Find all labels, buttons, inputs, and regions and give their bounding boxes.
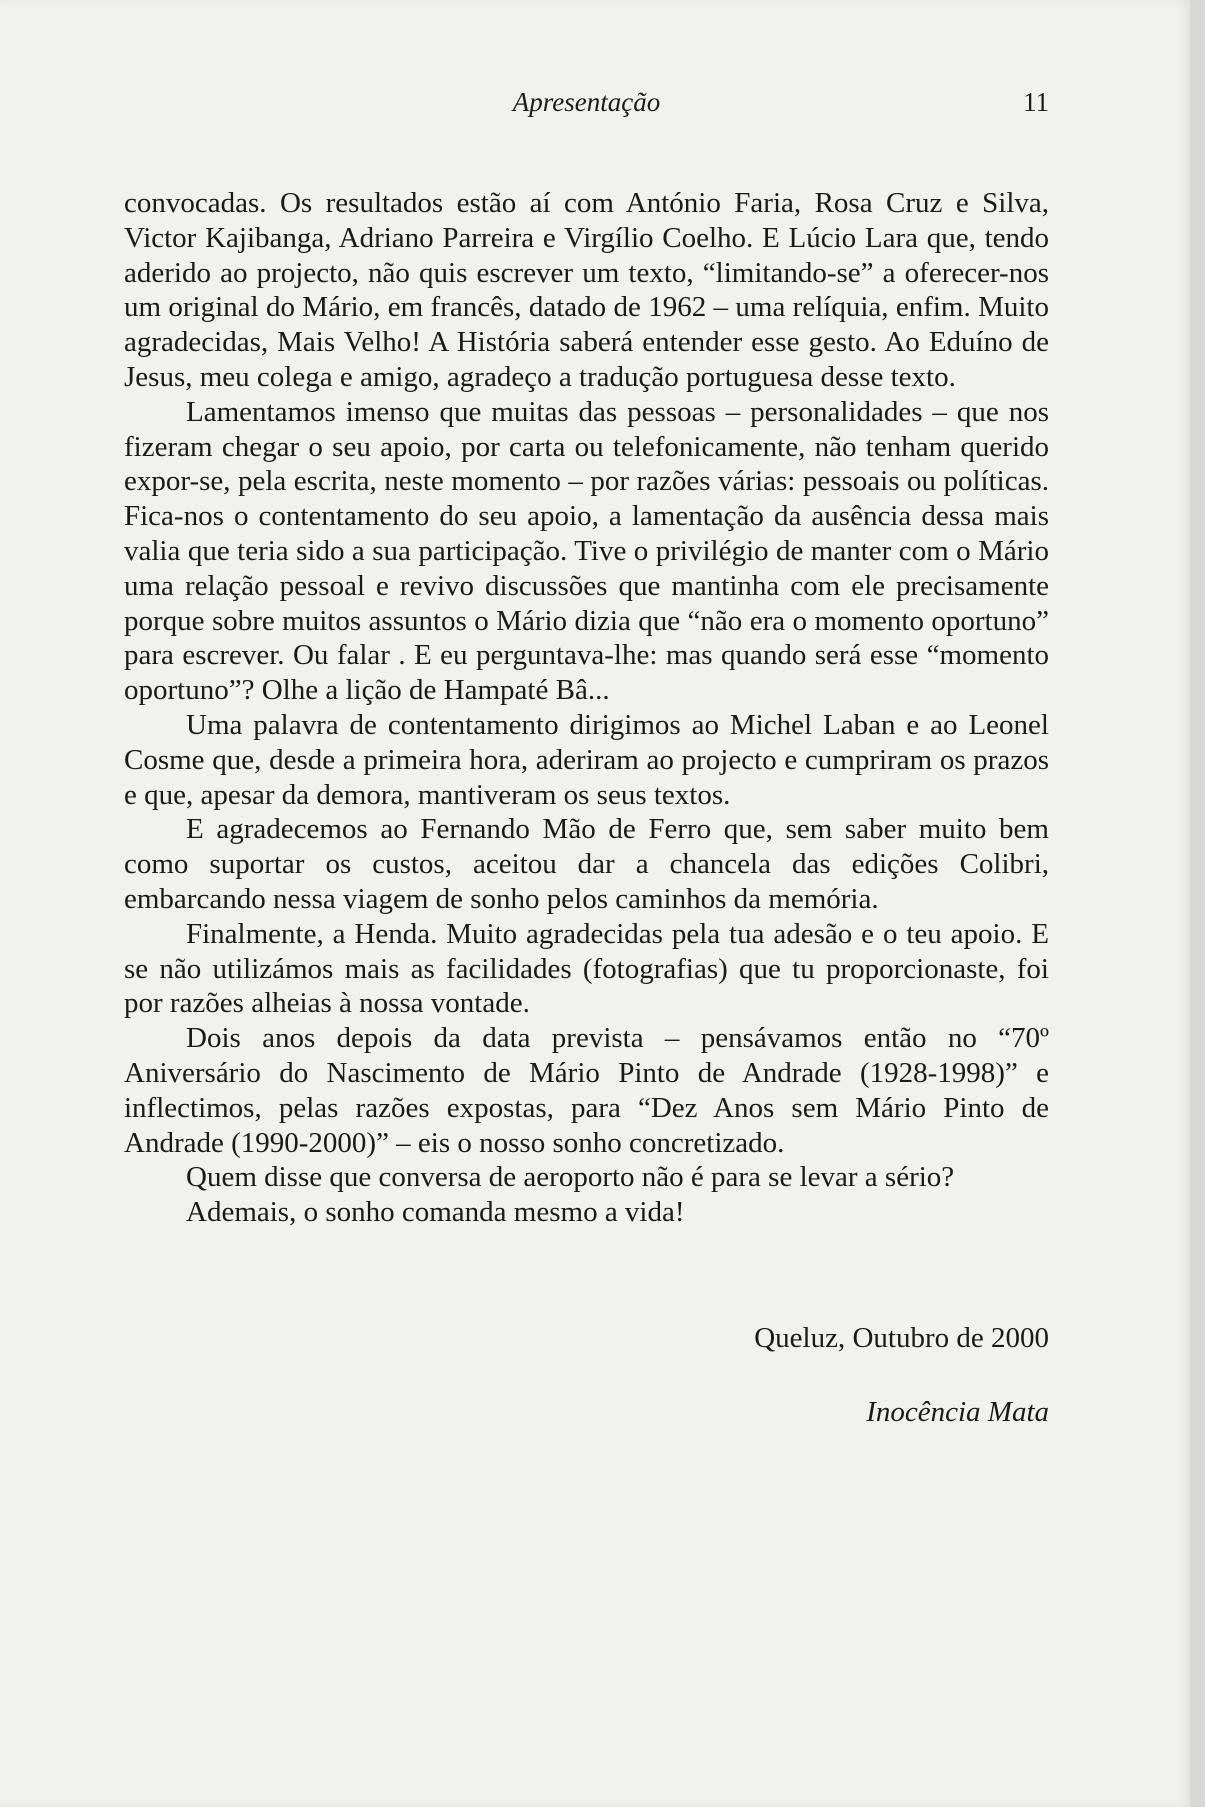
body-text [124, 186, 1049, 1230]
place-date: Queluz, Outubro de 2000 [754, 1322, 1049, 1354]
paragraph: Quem disse que conversa de aeroporto não é para se levar a sério? [186, 1161, 955, 1194]
page-header [124, 82, 1049, 122]
paragraph: Ademais, o sonho comanda mesmo a vida! [186, 1196, 685, 1229]
paragraph: Uma palavra de contentamento dirigimos ao Michel Laban e ao Leonel Cosme que, desde a primeira hora, aderiram ao projecto e cumpriram os prazos e que, apesar da demora, mantiveram os seus textos. [124, 708, 1049, 811]
paragraph-continuation: convocadas. Os resultados estão aí com António Faria, Rosa Cruz e Silva, Victor Kajibanga, Adriano Parreira e Virgílio Coelho. E Lúcio Lara que, tendo aderido ao projecto, não quis escrever um texto, “limitando-se” a oferecer-nos um original do Mário, em francês, datado de 1962 – uma relíquia, enfim. Muito agradecidas, Mais Velho! A História saberá entender esse gesto. Ao Eduíno de Jesus, meu colega e amigo, agradeço a tradução portuguesa desse texto. [124, 187, 1049, 393]
paragraph: Finalmente, a Henda. Muito agradecidas pela tua adesão e o teu apoio. E se não utilizámos mais as facilidades (fotografias) que tu proporcionaste, foi por razões alheias à nossa vontade. [124, 917, 1049, 1020]
running-title: Apresentação [512, 87, 661, 117]
paragraph: Lamentamos imenso que muitas das pessoas – personalidades – que nos fizeram chegar o seu apoio, por carta ou telefonicamente, não tenham querido expor-se, pela escrita, neste momento – por razões várias: pessoais ou políticas. Fica-nos o contentamento do seu apoio, a lamentação da ausência dessa mais valia que teria sido a sua participação. Tive o privilégio de manter com o Mário uma relação pessoal e revivo discussões que mantinha com ele precisamente porque sobre muitos assuntos o Mário dizia que “não era o momento oportuno” para escrever. Ou falar . E eu perguntava-lhe: mas quando será esse “momento oportuno”? Olhe a lição de Hampaté Bâ... [124, 395, 1049, 707]
paragraph: E agradecemos ao Fernando Mão de Ferro que, sem saber muito bem como suportar os custos, aceitou dar a chancela das edições Colibri, embarcando nessa viagem de sonho pelos caminhos da memória. [124, 813, 1049, 915]
author-signature: Inocência Mata [866, 1396, 1049, 1428]
page-number: 11 [1023, 87, 1049, 117]
paragraph: Dois anos depois da data prevista – pensávamos então no “70º Aniversário do Nascimento de Mário Pinto de Andrade (1928-1998)” e inflectimos, pelas razões expostas, para “Dez Anos sem Mário Pinto de Andrade (1990-2000)” – eis o nosso sonho concretizado. [124, 1022, 1049, 1159]
